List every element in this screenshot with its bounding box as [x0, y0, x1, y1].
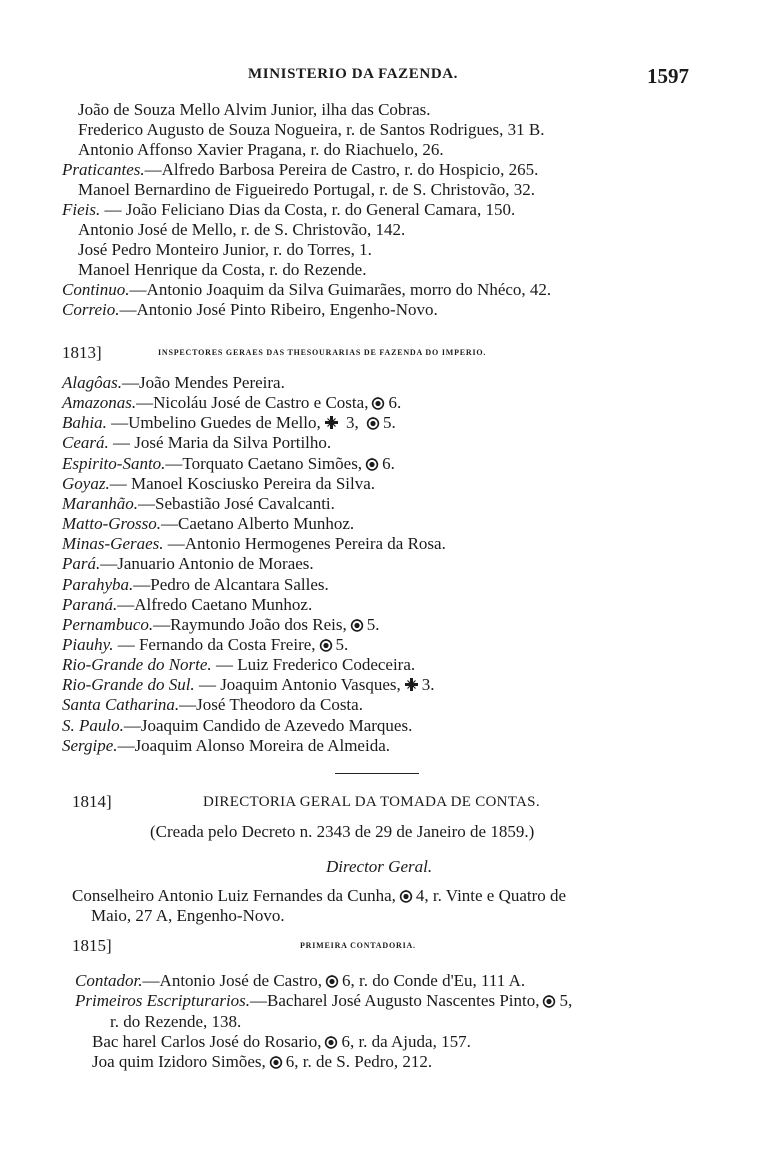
province-name: Ceará. — [62, 433, 109, 452]
province-name: Minas-Geraes. — [62, 534, 164, 553]
medal-icon — [322, 971, 342, 990]
province-row — [62, 655, 415, 675]
list-item: Antonio José de Mello, r. de S. Christovão, 142. — [78, 220, 406, 239]
province-row — [62, 494, 335, 514]
province-name: Santa Catharina. — [62, 695, 180, 714]
cross-icon — [401, 675, 422, 694]
section-subheading: (Creada pelo Decreto n. 2343 de 29 de Janeiro de 1859.) — [150, 822, 535, 841]
list-item: Continuo.—Antonio Joaquim da Silva Guimarães, morro do Nhéco, 42. — [62, 280, 552, 299]
inspector-name: —Caetano Alberto Munhoz. — [161, 514, 355, 533]
list-item: Manoel Henrique da Costa, r. do Rezende. — [78, 260, 367, 279]
medal-icon — [316, 635, 336, 654]
page-header — [0, 64, 757, 88]
province-name: Bahia. — [62, 413, 107, 432]
province-row — [62, 675, 435, 695]
inspector-name: —Sebastião José Cavalcanti. — [138, 494, 335, 513]
medal-icon — [396, 886, 416, 905]
inspector-name: —Joaquim Alonso Moreira de Almeida. — [117, 736, 390, 755]
section-heading: PRIMEIRA CONTADORIA. — [300, 941, 416, 950]
list-item: Manoel Bernardino de Figueiredo Portugal, r. de S. Christovão, 32. — [78, 180, 536, 199]
list-item: Joa quim Izidoro Simões, 6, r. de S. Pedro, 212. — [92, 1052, 433, 1071]
province-name: Parahyba. — [62, 575, 134, 594]
list-item: Fieis. — João Feliciano Dias da Costa, r. do General Camara, 150. — [62, 200, 516, 219]
director-line: Conselheiro Antonio Luiz Fernandes da Cunha, 4, r. Vinte e Quatro de — [72, 886, 567, 905]
list-item: Antonio Affonso Xavier Pragana, r. do Riachuelo, 26. — [78, 140, 444, 159]
section-heading: INSPECTORES GERAES DAS THESOURARIAS DE FAZENDA DO IMPERIO. — [158, 348, 487, 357]
inspector-name: —José Theodoro da Costa. — [179, 695, 363, 714]
province-row — [62, 595, 312, 615]
cross-and-medal-icon: 3, — [321, 413, 383, 432]
inspector-name: — Joaquim Antonio Vasques, — [194, 675, 401, 694]
section-number: 1813] — [62, 343, 102, 362]
list-item: Bac harel Carlos José do Rosario, 6, r. da Ajuda, 157. — [92, 1032, 471, 1051]
province-name: Goyaz. — [62, 474, 110, 493]
province-row — [62, 716, 412, 736]
province-name: S. Paulo. — [62, 716, 124, 735]
role-label: Primeiros Escripturarios. — [75, 991, 251, 1010]
province-row — [62, 575, 329, 595]
inspector-name: —Januario Antonio de Moraes. — [100, 554, 314, 573]
decoration-grade: 5. — [383, 413, 396, 432]
inspector-name: —Antonio Hermogenes Pereira da Rosa. — [163, 534, 446, 553]
inspector-name: —Umbelino Guedes de Mello, — [106, 413, 321, 432]
province-row — [62, 393, 401, 413]
decoration-grade: 6. — [382, 454, 395, 473]
role-label: Fieis. — [62, 200, 101, 219]
inspector-name: —Raymundo João dos Reis, — [153, 615, 347, 634]
inspector-name: — Fernando da Costa Freire, — [113, 635, 316, 654]
province-name: Rio-Grande do Sul. — [62, 675, 195, 694]
province-row — [62, 534, 446, 554]
role-label: Continuo. — [62, 280, 130, 299]
province-name: Paraná. — [62, 595, 118, 614]
running-title: MINISTERIO DA FAZENDA. — [248, 66, 459, 82]
list-item: Frederico Augusto de Souza Nogueira, r. de Santos Rodrigues, 31 B. — [78, 120, 545, 139]
role-heading: Director Geral. — [326, 857, 433, 876]
province-name: Rio-Grande do Norte. — [62, 655, 212, 674]
medal-icon — [321, 1032, 341, 1051]
medal-icon — [347, 615, 367, 634]
province-name: Pernambuco. — [62, 615, 154, 634]
list-item: Contador.—Antonio José de Castro, 6, r. do Conde d'Eu, 111 A. — [75, 971, 526, 990]
province-row — [62, 736, 390, 756]
province-name: Matto-Grosso. — [62, 514, 162, 533]
decoration-grade: 6. — [388, 393, 402, 412]
medal-icon — [266, 1052, 286, 1071]
province-row — [62, 433, 331, 453]
province-row — [62, 514, 354, 534]
province-name: Espirito-Santo. — [62, 454, 166, 473]
inspector-name: —João Mendes Pereira. — [121, 373, 285, 392]
province-row — [62, 454, 395, 474]
inspector-name: —Alfredo Caetano Munhoz. — [117, 595, 313, 614]
decoration-grade: 3. — [421, 675, 435, 694]
director-line: Maio, 27 A, Engenho-Novo. — [91, 906, 285, 925]
province-name: Amazonas. — [62, 393, 137, 412]
province-name: Sergipe. — [62, 736, 118, 755]
medal-icon — [539, 991, 559, 1010]
section-heading: DIRECTORIA GERAL DA TOMADA DE CONTAS. — [203, 794, 540, 810]
medal-icon — [362, 454, 382, 473]
inspector-name: —Joaquim Candido de Azevedo Marques. — [123, 716, 413, 735]
list-item: João de Souza Mello Alvim Junior, ilha das Cobras. — [78, 100, 431, 119]
inspector-name: —Torquato Caetano Simões, — [165, 454, 363, 473]
inspector-name: — José Maria da Silva Portilho. — [108, 433, 332, 452]
list-item: Praticantes.—Alfredo Barbosa Pereira de Castro, r. do Hospicio, 265. — [62, 160, 539, 179]
inspector-name: — Luiz Frederico Codeceira. — [211, 655, 416, 674]
province-row — [62, 635, 348, 655]
role-label: Contador. — [75, 971, 143, 990]
medal-icon — [368, 393, 388, 412]
province-row — [62, 695, 363, 715]
province-row — [62, 373, 285, 393]
province-name: Alagôas. — [62, 373, 122, 392]
list-item: José Pedro Monteiro Junior, r. do Torres, 1. — [78, 240, 372, 259]
province-row — [62, 413, 396, 433]
inspector-name: —Nicoláu José de Castro e Costa, — [136, 393, 369, 412]
inspector-name: — Manoel Kosciusko Pereira da Silva. — [109, 474, 376, 493]
role-label: Correio. — [62, 300, 120, 319]
province-name: Pará. — [62, 554, 101, 573]
list-item: Primeiros Escripturarios.—Bacharel José Augusto Nascentes Pinto, 5, — [75, 991, 573, 1010]
province-row — [62, 474, 375, 494]
list-item: r. do Rezende, 138. — [110, 1012, 242, 1031]
inspector-name: —Pedro de Alcantara Salles. — [133, 575, 329, 594]
role-label: Praticantes. — [62, 160, 145, 179]
province-name: Maranhão. — [62, 494, 139, 513]
decoration-grade: 5. — [366, 615, 380, 634]
province-row — [62, 615, 379, 635]
province-name: Piauhy. — [62, 635, 114, 654]
province-row — [62, 554, 314, 574]
section-number: 1815] — [72, 936, 112, 955]
section-divider — [335, 773, 419, 774]
section-number: 1814] — [72, 792, 112, 811]
decoration-grade: 5. — [335, 635, 349, 654]
list-item: Correio.—Antonio José Pinto Ribeiro, Engenho-Novo. — [62, 300, 438, 319]
page-number: 1597 — [647, 64, 689, 88]
